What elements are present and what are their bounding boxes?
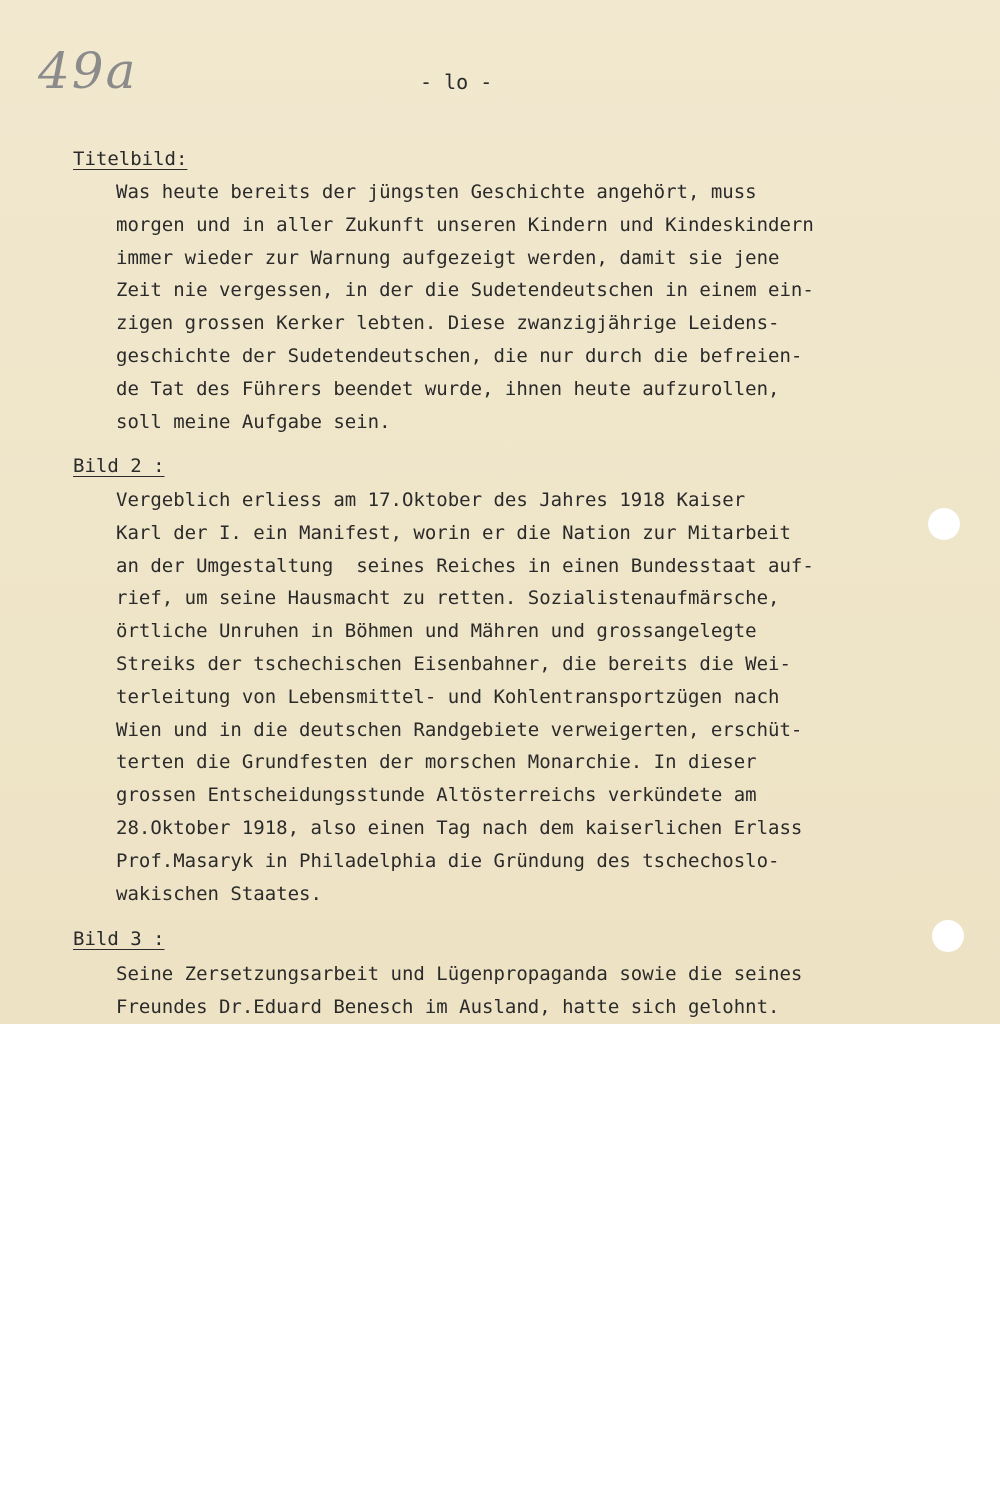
text-line: immer wieder zur Warnung aufgezeigt werden, damit sie jene bbox=[116, 246, 780, 269]
text-line: an der Umgestaltung seines Reiches in einen Bundesstaat auf- bbox=[116, 554, 814, 577]
text-line: zigen grossen Kerker lebten. Diese zwanzigjährige Leidens- bbox=[116, 312, 780, 335]
punch-hole bbox=[928, 508, 960, 540]
handwritten-page-note: 49a bbox=[38, 42, 138, 100]
section-text-bild-3 bbox=[116, 958, 802, 1024]
text-line: Freundes Dr.Eduard Benesch im Ausland, hatte sich gelohnt. bbox=[116, 995, 780, 1018]
section-heading-bild-3: Bild 3 : bbox=[73, 928, 165, 950]
text-line: geschichte der Sudetendeutschen, die nur durch die befreien- bbox=[116, 344, 803, 367]
text-line: örtliche Unruhen in Böhmen und Mähren und grossangelegte bbox=[116, 620, 757, 643]
text-line: terleitung von Lebensmittel- und Kohlentransportzügen nach bbox=[116, 685, 780, 708]
text-line: Vergeblich erliess am 17.Oktober des Jahres 1918 Kaiser bbox=[116, 489, 746, 511]
text-line: morgen und in aller Zukunft unseren Kindern und Kindeskindern bbox=[116, 213, 814, 236]
section-heading-bild-2: Bild 2 : bbox=[73, 455, 165, 477]
text-line: de Tat des Führers beendet wurde, ihnen heute aufzurollen, bbox=[116, 377, 780, 400]
text-line: Seine Zersetzungsarbeit und Lügenpropaganda sowie die seines bbox=[116, 963, 803, 985]
section-text-bild-2 bbox=[116, 484, 814, 910]
text-line: Prof.Masaryk in Philadelphia die Gründung des tschechoslo- bbox=[116, 849, 780, 872]
text-line: soll meine Aufgabe sein. bbox=[116, 410, 391, 433]
page-number: - lo - bbox=[420, 70, 493, 94]
text-line: terten die Grundfesten der morschen Monarchie. In dieser bbox=[116, 751, 757, 774]
text-line: wakischen Staates. bbox=[116, 882, 322, 905]
text-line: Karl der I. ein Manifest, worin er die Nation zur Mitarbeit bbox=[116, 521, 791, 544]
text-line: Zeit nie vergessen, in der die Sudetendeutschen in einem ein- bbox=[116, 279, 814, 302]
text-line: rief, um seine Hausmacht zu retten. Sozialistenaufmärsche, bbox=[116, 587, 780, 610]
punch-hole bbox=[932, 920, 964, 952]
section-heading-titelbild: Titelbild: bbox=[73, 148, 188, 170]
text-line: Streiks der tschechischen Eisenbahner, die bereits die Wei- bbox=[116, 652, 791, 675]
text-line: 28.Oktober 1918, also einen Tag nach dem kaiserlichen Erlass bbox=[116, 816, 803, 839]
text-line: grossen Entscheidungsstunde Altösterreichs verkündete am bbox=[116, 784, 757, 807]
text-line: Was heute bereits der jüngsten Geschichte angehört, muss bbox=[116, 181, 757, 203]
text-line: Wien und in die deutschen Randgebiete verweigerten, erschüt- bbox=[116, 718, 803, 741]
section-text-titelbild bbox=[116, 176, 814, 438]
